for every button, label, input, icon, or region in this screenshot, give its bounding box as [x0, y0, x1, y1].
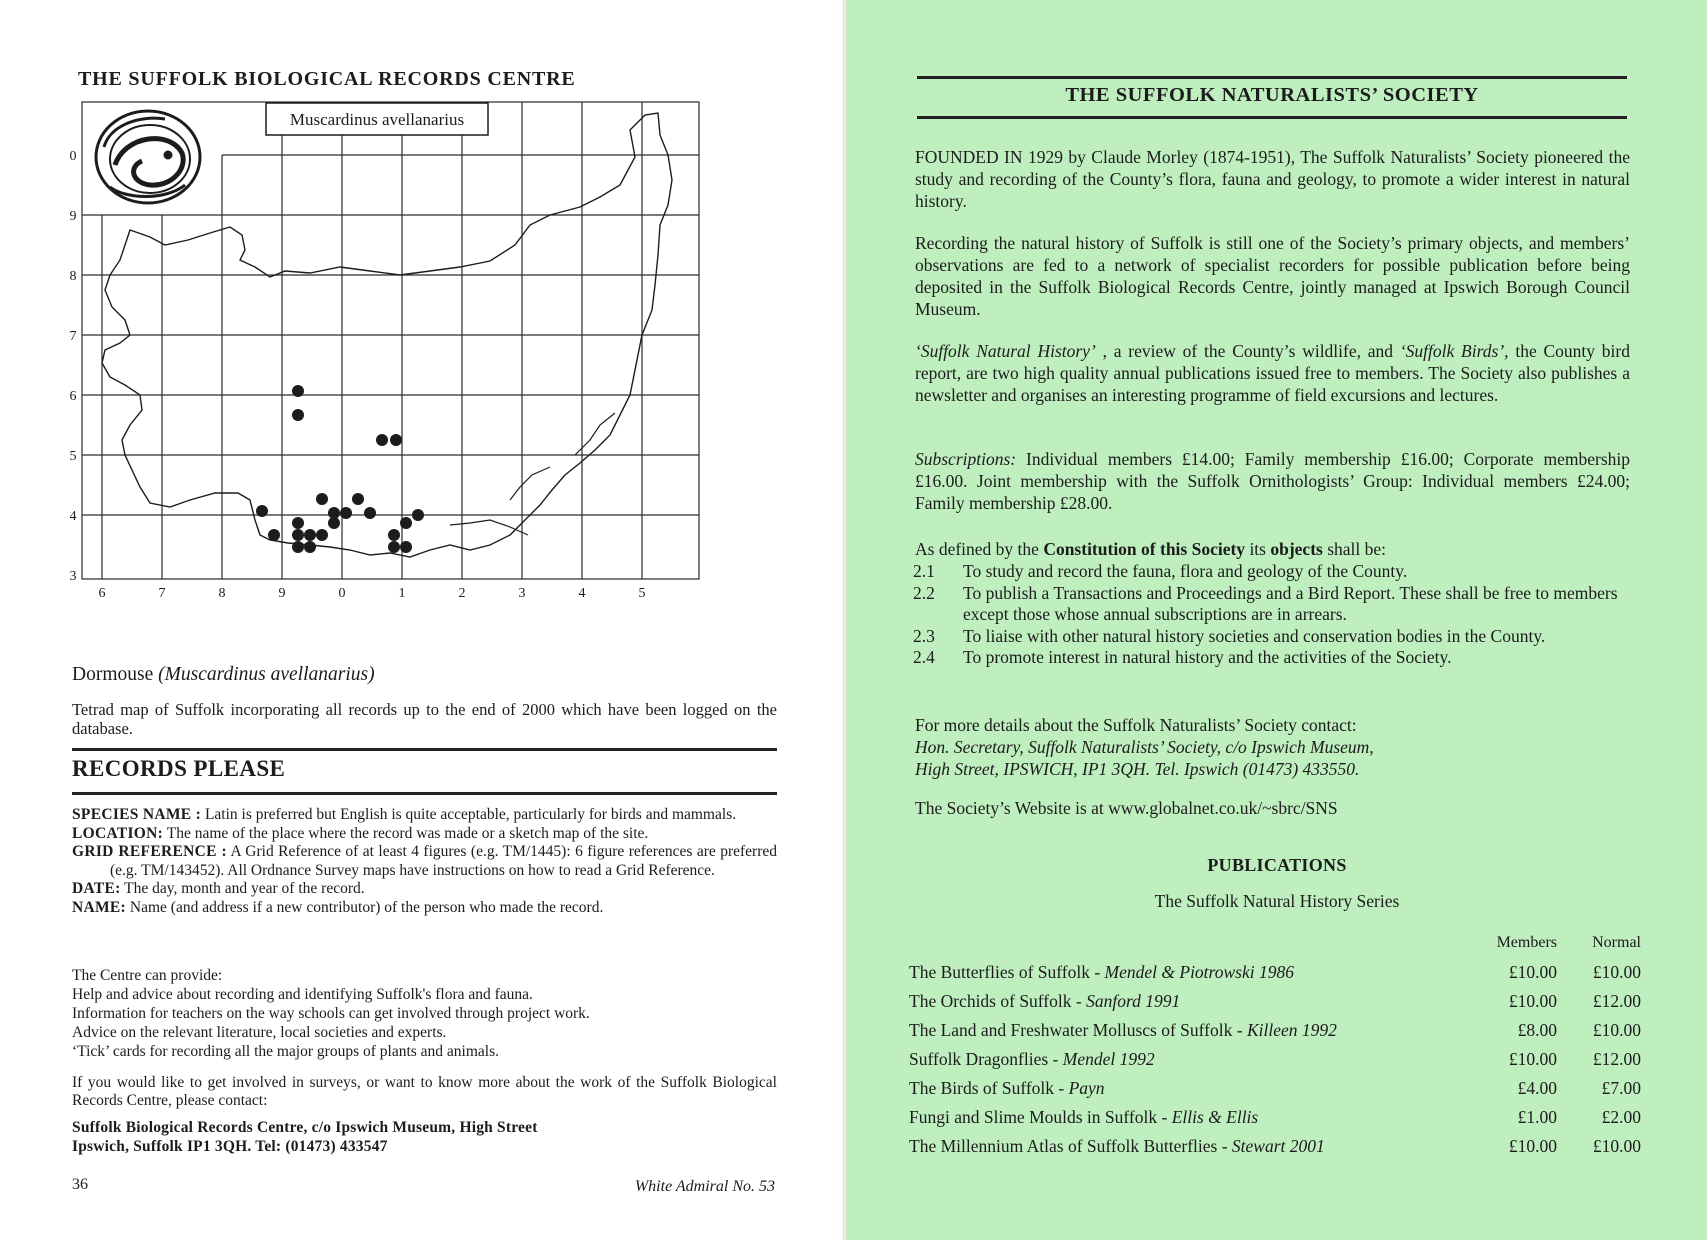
contact-block — [915, 714, 1630, 780]
publication-title: The Orchids of Suffolk - — [909, 991, 1087, 1011]
record-dot — [316, 493, 328, 505]
record-entry: SPECIES NAME : Latin is preferred but English is quite acceptable, particularly for birds and mammals. — [72, 806, 737, 823]
members-price: £10.00 — [1508, 1136, 1557, 1156]
divider — [72, 748, 777, 751]
normal-column-header: Normal — [1592, 934, 1641, 951]
normal-price: £2.00 — [1601, 1107, 1641, 1127]
record-dot — [388, 541, 400, 553]
table-row — [909, 1070, 1641, 1099]
object-number: 2.4 — [913, 647, 935, 667]
centre-address — [72, 1118, 777, 1156]
paragraph-founded: FOUNDED IN 1929 by Claude Morley (1874-1951), The Suffolk Naturalists’ Society pioneered the study and recording of the County’s flora, fauna and geology, to promote a wider interest in natural history. — [915, 147, 1630, 211]
col-label: 9 — [278, 586, 286, 601]
members-price: £10.00 — [1508, 962, 1557, 982]
records-please-heading: RECORDS PLEASE — [72, 756, 286, 781]
contact-intro: For more details about the Suffolk Naturalists’ Society contact: — [915, 715, 1357, 735]
subscriptions-text: Individual members £14.00; Family membership £16.00; Corporate membership £16.00. Joint membership with the Suffolk Ornithologists’ Group: Individual members £24.00; Family membership £28.00. — [915, 449, 1630, 513]
row-label: 8 — [70, 269, 77, 284]
object-text: To publish a Transactions and Proceedings and a Bird Report. These shall be free to members except those whose annual subscriptions are in arrears. — [963, 582, 1618, 624]
publication-title: The Butterflies of Suffolk - — [909, 962, 1105, 982]
centre-provides-item: Help and advice about recording and identifying Suffolk's flora and fauna. — [72, 986, 533, 1003]
col-label: 4 — [578, 586, 586, 601]
record-entry: DATE: The day, month and year of the record. — [72, 880, 365, 897]
objects-label: objects — [1270, 539, 1323, 559]
members-price: £8.00 — [1517, 1020, 1557, 1040]
record-dot — [412, 509, 424, 521]
species-label: Muscardinus avellanarius — [289, 110, 465, 129]
publications-table — [909, 932, 1641, 1157]
records-list — [72, 806, 777, 917]
members-price: £1.00 — [1517, 1107, 1557, 1127]
col-label: 7 — [158, 586, 166, 601]
subscriptions-label: Subscriptions: — [915, 449, 1017, 469]
object-item — [913, 626, 1633, 648]
record-entry: NAME: Name (and address if a new contributor) of the person who made the record. — [72, 898, 604, 916]
record-dot — [390, 434, 402, 446]
issue-label: White Admiral No. 53 — [634, 1178, 775, 1195]
record-dot — [364, 507, 376, 519]
col-label: 5 — [638, 586, 646, 601]
contact-line: High Street, IPSWICH, IP1 3QH. Tel. Ipswich (01473) 433550. — [915, 759, 1360, 779]
map-caption — [72, 664, 375, 686]
record-dot — [400, 517, 412, 529]
object-item — [913, 583, 1633, 626]
record-dot — [316, 529, 328, 541]
publication-author: Killeen 1992 — [1246, 1020, 1337, 1040]
text: , a review of the County’s wildlife, and — [1095, 341, 1400, 361]
objects-intro — [915, 538, 1630, 560]
members-price: £10.00 — [1508, 1049, 1557, 1069]
table-row — [909, 1012, 1641, 1041]
society-title: THE SUFFOLK NATURALISTS’ SOCIETY — [1065, 84, 1479, 106]
record-dot — [268, 529, 280, 541]
website-line: The Society’s Website is at www.globalnet.co.uk/~sbrc/SNS — [915, 798, 1338, 818]
suffolk-natural-history-title: ‘Suffolk Natural History’ — [915, 341, 1096, 361]
object-number: 2.1 — [913, 561, 935, 581]
row-label: 6 — [70, 389, 77, 404]
record-dot — [292, 385, 304, 397]
object-number: 2.3 — [913, 625, 935, 646]
table-row — [909, 983, 1641, 1012]
record-dot — [292, 541, 304, 553]
col-label: 3 — [518, 586, 526, 601]
right-page — [847, 0, 1707, 1240]
table-row — [909, 1041, 1641, 1070]
publication-author: Mendel 1992 — [1062, 1049, 1155, 1069]
text: As defined by the — [915, 539, 1044, 559]
row-label: 9 — [70, 209, 77, 224]
normal-price: £10.00 — [1592, 1136, 1641, 1156]
divider — [917, 76, 1627, 79]
left-page-header: THE SUFFOLK BIOLOGICAL RECORDS CENTRE — [78, 68, 576, 90]
publication-title: Suffolk Dragonflies - — [909, 1049, 1063, 1069]
address-line: Ipswich, Suffolk IP1 3QH. Tel: (01473) 433547 — [72, 1138, 388, 1155]
publication-author: Sanford 1991 — [1086, 991, 1181, 1011]
record-dots — [256, 385, 424, 553]
text: the County bird report, are two high quality annual publications issued free to members. The Society also publishes a newsletter and organises an interesting programme of field excursions and lectures. — [915, 341, 1631, 405]
text: its — [1245, 539, 1271, 559]
col-label: 1 — [398, 586, 406, 601]
map-col-labels — [99, 586, 646, 601]
caption-title: Dormouse — [72, 664, 154, 685]
publication-author: Stewart 2001 — [1231, 1136, 1325, 1156]
record-dot — [304, 529, 316, 541]
paragraph-subscriptions — [915, 448, 1630, 514]
paragraph-recording: Recording the natural history of Suffolk is still one of the Society’s primary objects, and members’ observations are fed to a network of specialist recorders for possible publication before being deposited in the Suffolk Biological Records Centre, jointly managed at Ipswich Borough Council Museum. — [915, 233, 1630, 319]
centre-provides-item: Advice on the relevant literature, local societies and experts. — [72, 1024, 447, 1041]
col-label: 0 — [338, 586, 346, 601]
centre-provides — [72, 966, 777, 1061]
object-number: 2.2 — [913, 582, 935, 603]
publication-title: The Land and Freshwater Molluscs of Suffolk - — [909, 1020, 1247, 1040]
contact-line: Hon. Secretary, Suffolk Naturalists’ Society, c/o Ipswich Museum, — [915, 737, 1374, 757]
row-label: 7 — [70, 329, 77, 344]
row-label: 3 — [70, 569, 77, 584]
object-item — [913, 561, 1633, 583]
object-text: To study and record the fauna, flora and geology of the County. — [963, 561, 1408, 581]
estuary-deben — [510, 467, 550, 500]
normal-price: £12.00 — [1592, 1049, 1641, 1069]
record-dot — [292, 517, 304, 529]
paragraph-publications — [915, 340, 1630, 406]
col-label: 6 — [98, 586, 106, 601]
divider — [917, 116, 1627, 119]
objects-list — [913, 561, 1633, 669]
record-entry: LOCATION: The name of the place where the record was made or a sketch map of the site. — [72, 824, 649, 842]
publication-author: Mendel & Piotrowski 1986 — [1104, 962, 1294, 982]
constitution-label: Constitution of this Society — [1043, 539, 1246, 559]
publication-title: The Millennium Atlas of Suffolk Butterflies - — [909, 1136, 1232, 1156]
table-row — [909, 1099, 1641, 1128]
record-dot — [352, 493, 364, 505]
row-label: 0 — [70, 149, 77, 164]
table-row — [909, 1128, 1641, 1157]
map-row-labels — [70, 149, 77, 584]
record-dot — [292, 409, 304, 421]
suffolk-birds-title: ‘Suffolk Birds’, — [1399, 341, 1509, 361]
record-dot — [400, 541, 412, 553]
publication-title: Fungi and Slime Moulds in Suffolk - — [909, 1107, 1172, 1127]
estuary-alde — [575, 413, 615, 455]
publications-heading: PUBLICATIONS — [1207, 855, 1347, 875]
record-dot — [376, 434, 388, 446]
record-dot — [388, 529, 400, 541]
address-line: Suffolk Biological Records Centre, c/o Ipswich Museum, High Street — [72, 1119, 538, 1136]
normal-price: £10.00 — [1592, 1020, 1641, 1040]
object-text: To promote interest in natural history and the activities of the Society. — [963, 647, 1452, 667]
table-header-row — [909, 932, 1641, 954]
col-label: 8 — [218, 586, 226, 601]
normal-price: £12.00 — [1592, 991, 1641, 1011]
record-dot — [256, 505, 268, 517]
members-price: £4.00 — [1517, 1078, 1557, 1098]
tetrad-map — [70, 95, 710, 645]
members-price: £10.00 — [1508, 991, 1557, 1011]
left-page — [0, 0, 845, 1240]
centre-provides-item: Information for teachers on the way schools can get involved through project work. — [72, 1005, 590, 1022]
publications-subheading: The Suffolk Natural History Series — [1154, 891, 1400, 911]
centre-provides-item: ‘Tick’ cards for recording all the major groups of plants and animals. — [72, 1043, 499, 1060]
members-column-header: Members — [1496, 934, 1557, 951]
object-item — [913, 647, 1633, 669]
record-dot — [340, 507, 352, 519]
normal-price: £7.00 — [1601, 1078, 1641, 1098]
publication-author: Payn — [1068, 1078, 1105, 1098]
row-label: 5 — [70, 449, 77, 464]
col-label: 2 — [458, 586, 466, 601]
normal-price: £10.00 — [1592, 962, 1641, 982]
row-label: 4 — [70, 509, 77, 524]
object-text: To liaise with other natural history societies and conservation bodies in the County. — [963, 625, 1546, 646]
caption-latin: (Muscardinus avellanarius) — [158, 664, 375, 685]
table-row — [909, 954, 1641, 983]
divider — [72, 792, 777, 795]
publication-title: The Birds of Suffolk - — [909, 1078, 1069, 1098]
record-dot — [304, 541, 316, 553]
record-entry: GRID REFERENCE : A Grid Reference of at least 4 figures (e.g. TM/1445): 6 figure references are preferred (e.g. TM/143452). All Ordnance Survey maps have instructions on how to read a Grid Reference. — [72, 843, 777, 879]
centre-intro: The Centre can provide: — [72, 967, 223, 984]
involved-paragraph: If you would like to get involved in surveys, or want to know more about the work of the Suffolk Biological Records Centre, please contact: — [72, 1074, 777, 1109]
text: shall be: — [1322, 539, 1387, 559]
caption-description: Tetrad map of Suffolk incorporating all records up to the end of 2000 which have been logged on the database. — [72, 700, 777, 738]
publication-author: Ellis & Ellis — [1171, 1107, 1259, 1127]
record-dot — [292, 529, 304, 541]
record-dot — [328, 517, 340, 529]
page-number: 36 — [72, 1176, 88, 1193]
